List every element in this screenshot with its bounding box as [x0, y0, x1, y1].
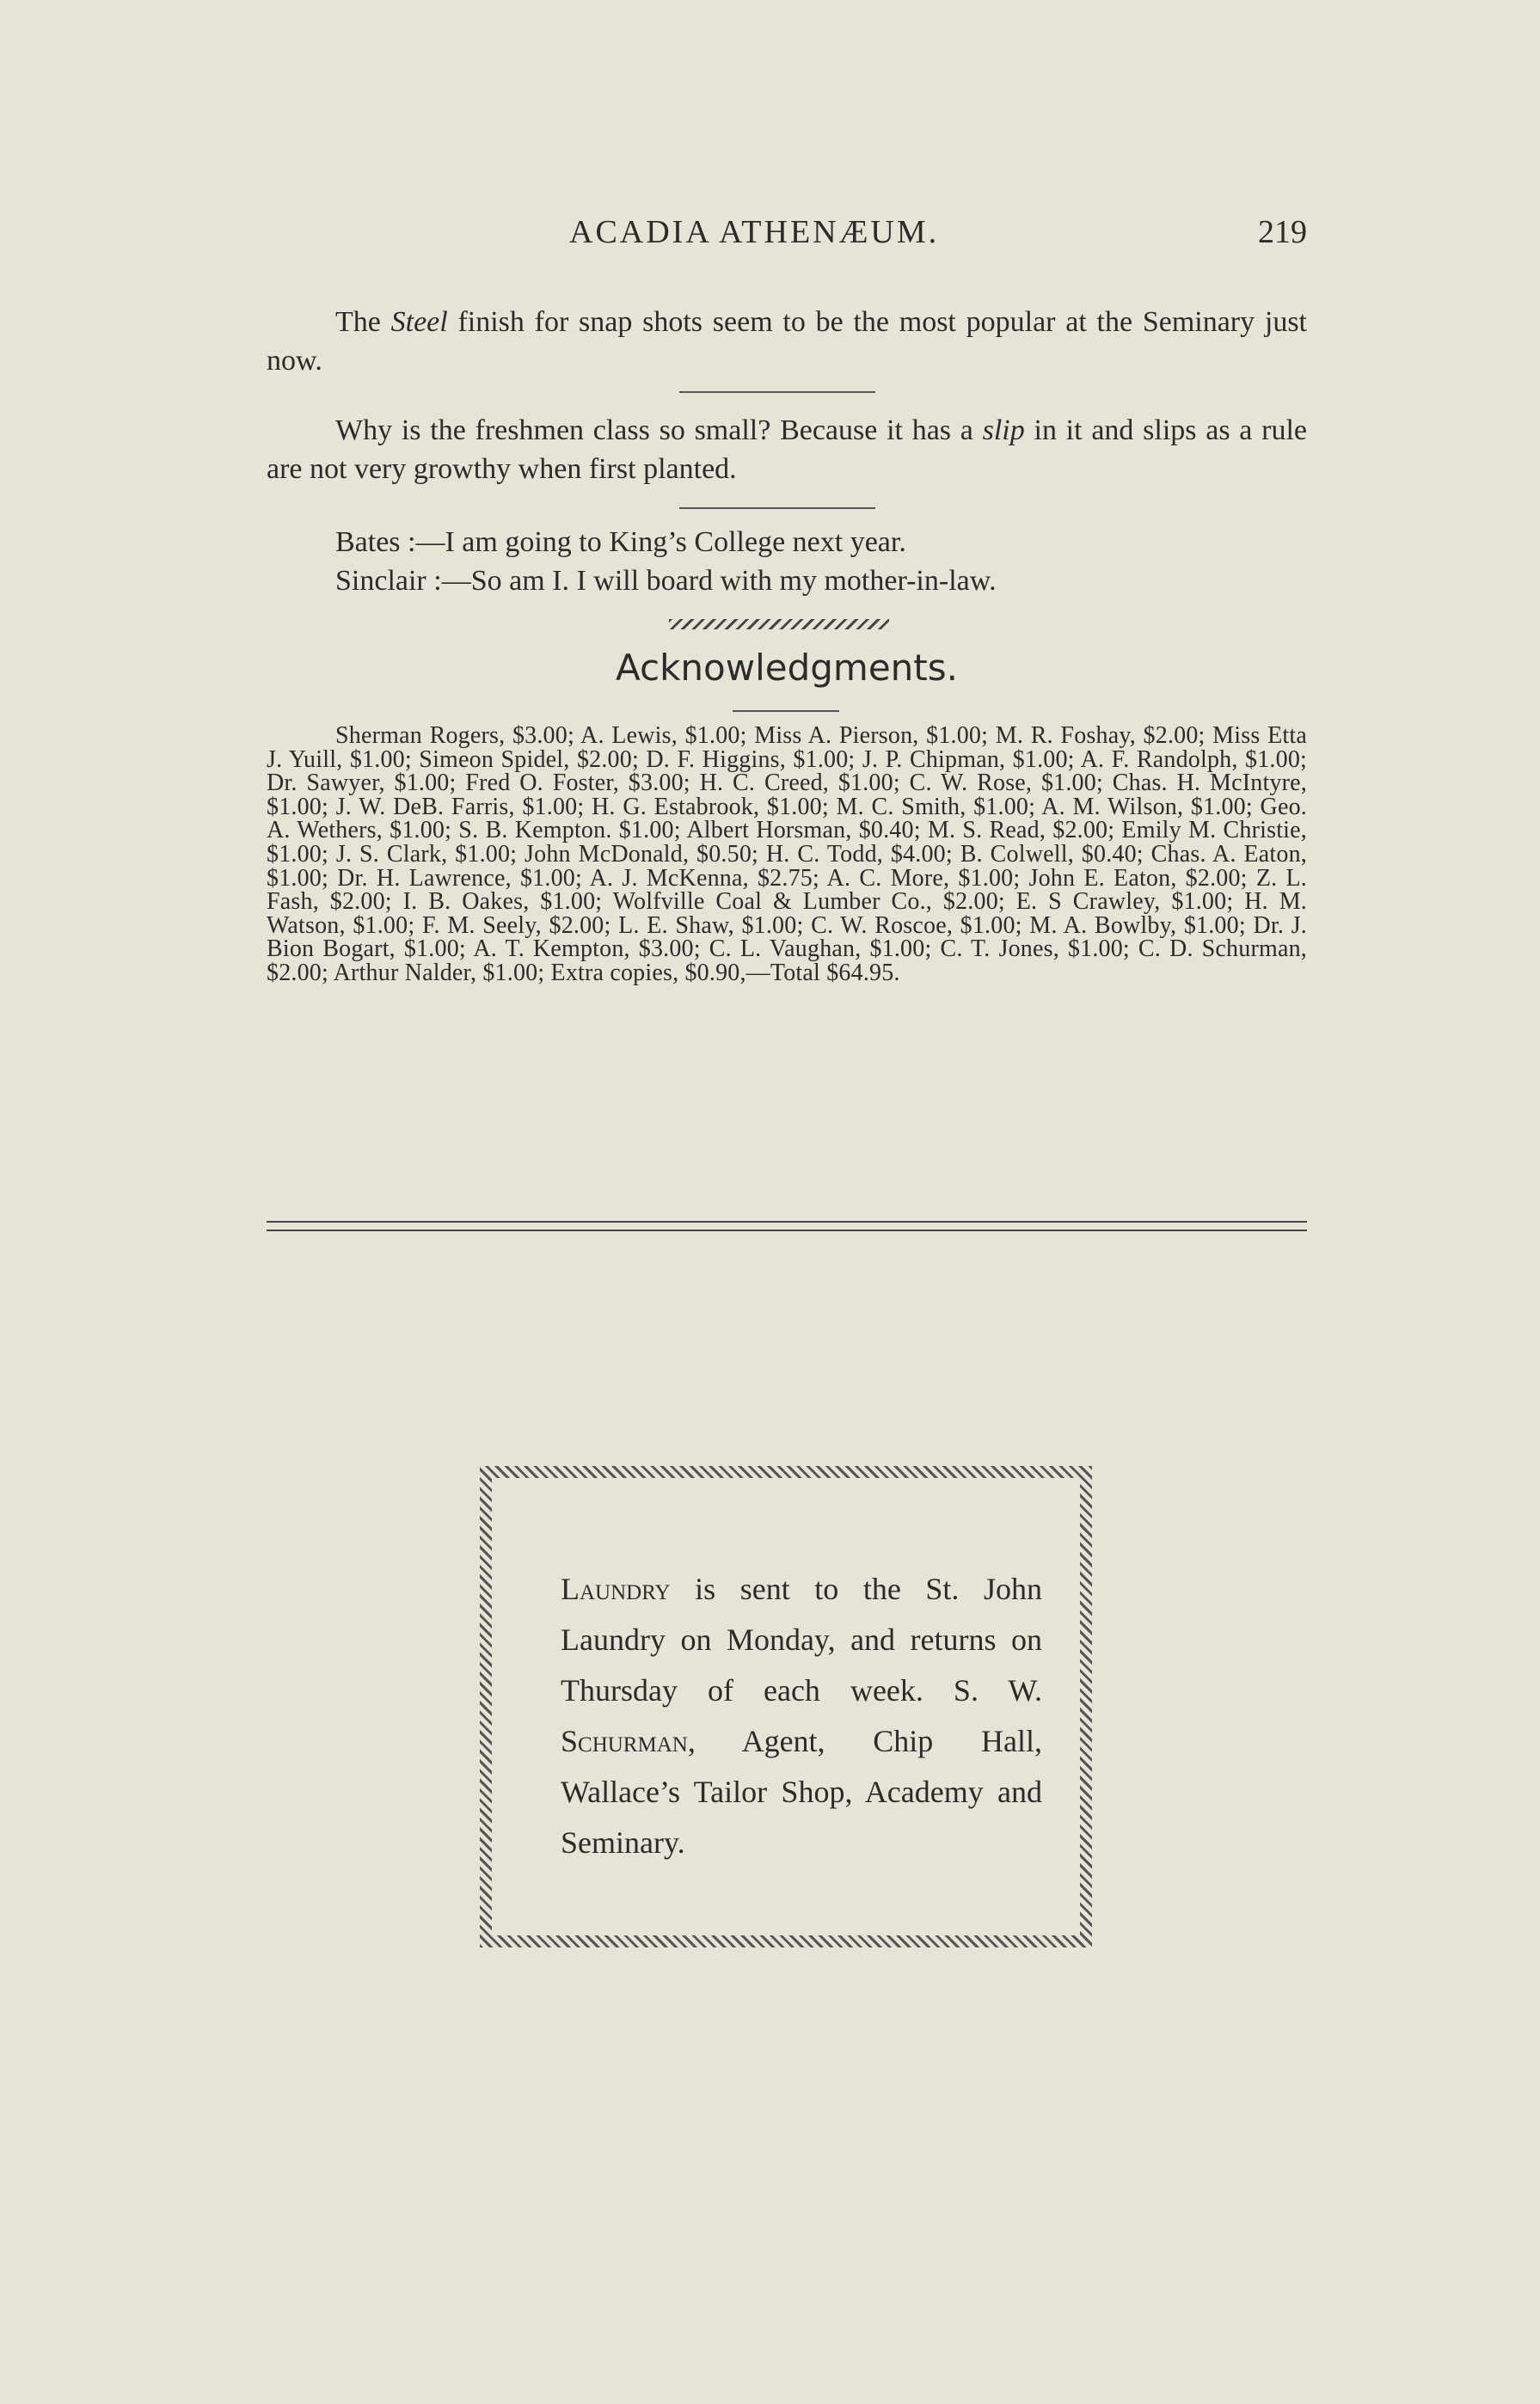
laundry-advert-frame	[480, 1466, 1092, 1947]
note-steel-text: The	[335, 306, 391, 338]
acknowledgments-list: Sherman Rogers, $3.00; A. Lewis, $1.00; Miss A. Pierson, $1.00; M. R. Foshay, $2.00; Miss Etta J. Yuill, $1.00; Simeon Spidel, $2.00; D. F. Higgins, $1.00; J. P. Chipman, $1.00; A. F. Randolph, $1.00; Dr. Sawyer, $1.00; Fred O. Foster, $3.00; H. C. Creed, $1.00; C. W. Rose, $1.00; Chas. H. McIntyre, $1.00; J. W. DeB. Farris, $1.00; H. G. Estabrook, $1.00; M. C. Smith, $1.00; A. M. Wilson, $1.00; Geo. A. Wethers, $1.00; S. B. Kempton. $1.00; Albert Horsman, $0.40; M. S. Read, $2.00; Emily M. Christie, $1.00; J. S. Clark, $1.00; John McDonald, $0.50; H. C. Todd, $4.00; B. Colwell, $0.40; Chas. A. Eaton, $1.00; Dr. H. Lawrence, $1.00; A. J. McKenna, $2.75; A. C. More, $1.00; John E. Eaton, $2.00; Z. L. Fash, $2.00; I. B. Oakes, $1.00; Wolfville Coal & Lumber Co., $2.00; E. S Crawley, $1.00; H. M. Watson, $1.00; F. M. Seely, $2.00; L. E. Shaw, $1.00; C. W. Roscoe, $1.00; M. A. Bowlby, $1.00; Dr. J. Bion Bogart, $1.00; A. T. Kempton, $3.00; C. L. Vaughan, $1.00; C. T. Jones, $1.00; C. D. Schurman, $2.00; Arthur Nalder, $1.00; Extra copies, $0.90,—Total $64.95.	[267, 722, 1307, 986]
note-steel	[267, 303, 1307, 380]
section-double-rule	[267, 1221, 1307, 1231]
laundry-advert-text	[561, 1564, 1042, 1868]
separator-rule	[679, 391, 875, 393]
advert-smallcaps-laundry: Laundry	[561, 1572, 671, 1606]
decorative-ornament	[669, 619, 889, 629]
note-freshmen-italic: slip	[982, 414, 1025, 446]
page-number: 219	[1258, 214, 1307, 250]
dialogue-bates: Bates :—I am going to King’s College next year.	[335, 526, 906, 558]
note-dialogue	[267, 523, 1307, 600]
separator-rule	[679, 507, 875, 509]
advert-text-2: , Agent, Chip Hall, Wallace’s Tailor Shop, Academy and Seminary.	[561, 1724, 1042, 1860]
note-freshmen	[267, 411, 1307, 488]
dialogue-sinclair: Sinclair :—So am I. I will board with my mother-in-law.	[335, 565, 997, 597]
acknowledgments-body	[267, 724, 1307, 985]
note-freshmen-text: Why is the freshmen class so small? Because it has a	[335, 414, 983, 446]
note-freshmen-text-2: in it and slips as a rule are not very growthy when first planted.	[267, 414, 1307, 485]
heading-underline	[733, 710, 839, 712]
advert-smallcaps-name: Schurman	[561, 1724, 688, 1758]
note-steel-italic: Steel	[390, 306, 448, 338]
running-header	[267, 213, 1307, 256]
note-steel-text-2: finish for snap shots seem to be the most popular at the Seminary just now.	[267, 306, 1308, 377]
journal-title: ACADIA ATHENÆUM.	[569, 214, 940, 250]
acknowledgments-heading: Acknowledgments.	[616, 647, 958, 689]
advert-text: is sent to the St. John Laundry on Monday, and returns on Thursday of each week. S. W.	[561, 1572, 1042, 1708]
